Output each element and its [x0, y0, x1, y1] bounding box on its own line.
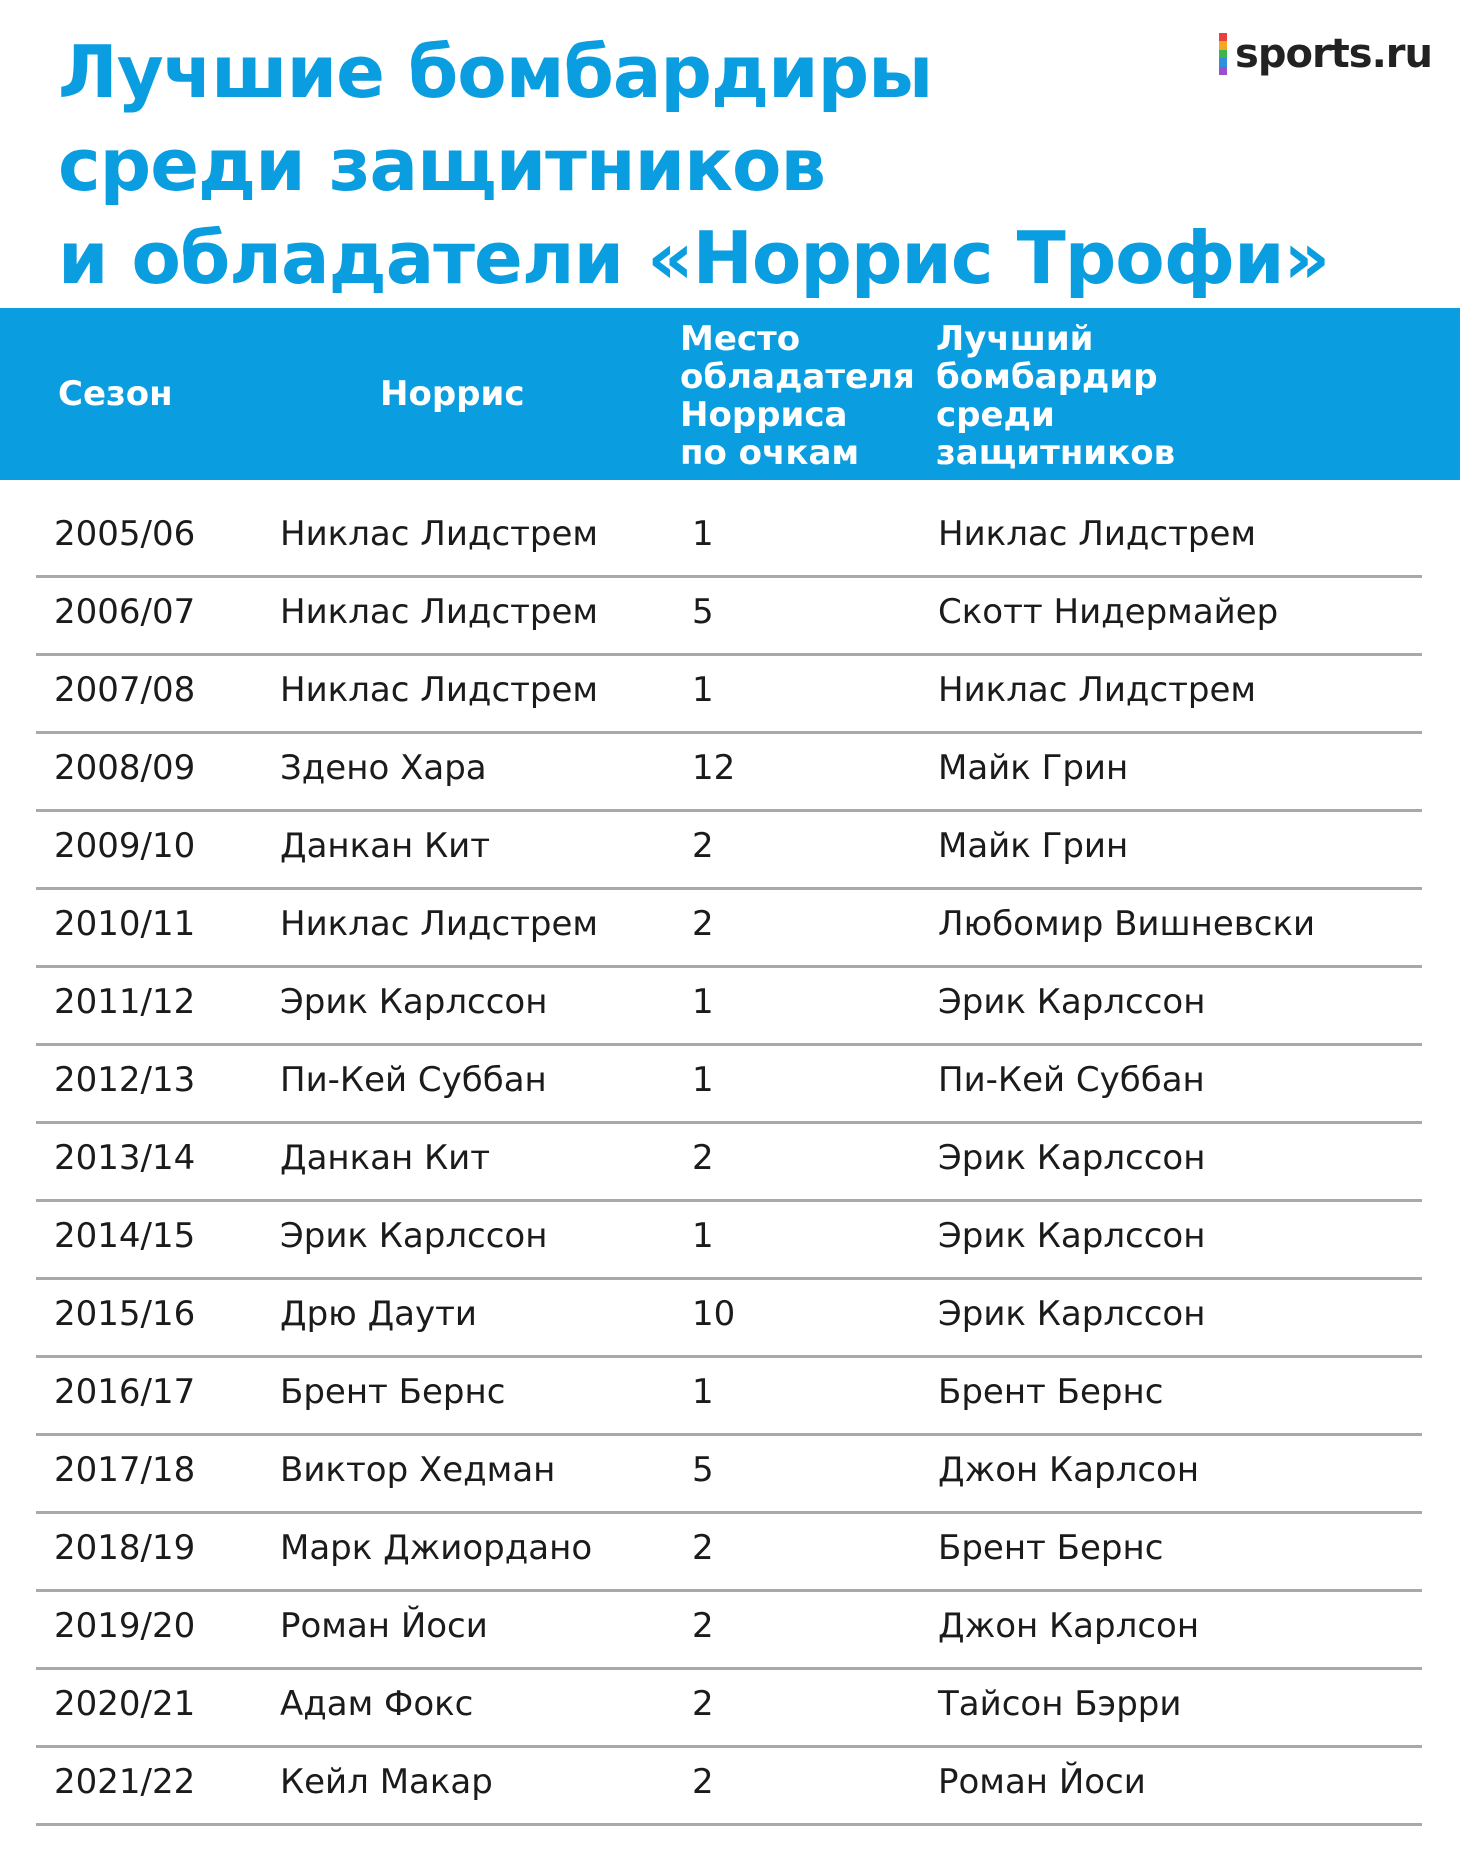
season-cell: 2007/08 [54, 670, 196, 710]
season-cell: 2013/14 [54, 1138, 196, 1178]
norris-winner-cell: Эрик Карлссон [280, 1216, 548, 1256]
norris-winner-cell: Марк Джиордано [280, 1528, 593, 1568]
points-place-cell: 1 [692, 1372, 714, 1412]
sports-ru-logo[interactable] [1219, 30, 1432, 78]
season-cell: 2019/20 [54, 1606, 196, 1646]
logo-bar-segment [1219, 41, 1227, 49]
table-row [36, 968, 1422, 1046]
points-place-cell: 2 [692, 1606, 714, 1646]
norris-winner-cell: Данкан Кит [280, 1138, 491, 1178]
points-place-cell: 2 [692, 826, 714, 866]
best-scorer-cell: Джон Карлсон [938, 1450, 1200, 1490]
points-place-cell: 2 [692, 1528, 714, 1568]
points-place-cell: 10 [692, 1294, 736, 1334]
points-place-cell: 5 [692, 1450, 714, 1490]
best-scorer-cell: Майк Грин [938, 826, 1129, 866]
season-cell: 2021/22 [54, 1762, 196, 1802]
points-place-cell: 2 [692, 1762, 714, 1802]
logo-bar-segment [1219, 33, 1227, 41]
season-cell: 2017/18 [54, 1450, 196, 1490]
norris-winner-cell: Роман Йоси [280, 1606, 488, 1646]
best-scorer-cell: Эрик Карлссон [938, 1216, 1206, 1256]
norris-winner-cell: Кейл Макар [280, 1762, 493, 1802]
points-place-cell: 1 [692, 982, 714, 1022]
table-header [0, 308, 1460, 480]
norris-winner-cell: Никлас Лидстрем [280, 514, 599, 554]
points-place-cell: 2 [692, 1684, 714, 1724]
header-best-line: Лучший [936, 319, 1094, 359]
points-place-cell: 2 [692, 1138, 714, 1178]
table-row [36, 500, 1422, 578]
header-place-line: по очкам [680, 433, 860, 473]
table-row [36, 812, 1422, 890]
best-scorer-cell: Эрик Карлссон [938, 982, 1206, 1022]
best-scorer-cell: Тайсон Бэрри [938, 1684, 1182, 1724]
season-cell: 2016/17 [54, 1372, 196, 1412]
best-scorer-cell: Пи-Кей Суббан [938, 1060, 1205, 1100]
header-best-line: бомбардир [936, 357, 1158, 397]
norris-winner-cell: Никлас Лидстрем [280, 670, 599, 710]
table-row [36, 1358, 1422, 1436]
norris-winner-cell: Никлас Лидстрем [280, 592, 599, 632]
season-cell: 2014/15 [54, 1216, 196, 1256]
norris-winner-cell: Данкан Кит [280, 826, 491, 866]
header-place-line: Место [680, 319, 801, 359]
best-scorer-cell: Брент Бернс [938, 1372, 1164, 1412]
table-row [36, 1124, 1422, 1202]
table-body [36, 500, 1422, 1826]
logo-text: sports.ru [1235, 31, 1432, 77]
season-cell: 2006/07 [54, 592, 196, 632]
logo-bar-segment [1219, 50, 1227, 58]
header-norris-label: Норрис [380, 374, 525, 414]
table-row [36, 1280, 1422, 1358]
table-row [36, 1592, 1422, 1670]
best-scorer-cell: Никлас Лидстрем [938, 514, 1257, 554]
norris-winner-cell: Дрю Даути [280, 1294, 477, 1334]
points-place-cell: 1 [692, 514, 714, 554]
season-cell: 2015/16 [54, 1294, 196, 1334]
table-row [36, 1046, 1422, 1124]
season-cell: 2012/13 [54, 1060, 196, 1100]
logo-bar-segment [1219, 67, 1227, 75]
table-row [36, 1436, 1422, 1514]
season-cell: 2010/11 [54, 904, 196, 944]
points-place-cell: 5 [692, 592, 714, 632]
table-row [36, 890, 1422, 968]
season-cell: 2009/10 [54, 826, 196, 866]
norris-winner-cell: Пи-Кей Суббан [280, 1060, 547, 1100]
best-scorer-cell: Эрик Карлссон [938, 1138, 1206, 1178]
title-line-1: Лучшие бомбардиры [58, 30, 933, 114]
logo-color-bar-icon [1219, 33, 1227, 75]
norris-winner-cell: Виктор Хедман [280, 1450, 556, 1490]
best-scorer-cell: Роман Йоси [938, 1762, 1146, 1802]
title-line-3: и обладатели «Норрис Трофи» [58, 216, 1330, 300]
points-place-cell: 1 [692, 1060, 714, 1100]
header-best-line: защитников [936, 433, 1176, 473]
header-season-label: Сезон [58, 374, 173, 414]
norris-winner-cell: Брент Бернс [280, 1372, 506, 1412]
table-row [36, 1202, 1422, 1280]
header-place-line: Норриса [680, 395, 848, 435]
page-title [58, 26, 1330, 305]
header-norris [380, 375, 524, 413]
best-scorer-cell: Майк Грин [938, 748, 1129, 788]
norris-winner-cell: Никлас Лидстрем [280, 904, 599, 944]
logo-bar-segment [1219, 58, 1227, 66]
season-cell: 2018/19 [54, 1528, 196, 1568]
header-best-scorer [936, 320, 1175, 472]
header-place-line: обладателя [680, 357, 915, 397]
table-row [36, 578, 1422, 656]
header-place [680, 320, 915, 472]
points-place-cell: 1 [692, 1216, 714, 1256]
norris-winner-cell: Адам Фокс [280, 1684, 474, 1724]
points-place-cell: 2 [692, 904, 714, 944]
norris-winner-cell: Здено Хара [280, 748, 487, 788]
norris-winner-cell: Эрик Карлссон [280, 982, 548, 1022]
best-scorer-cell: Никлас Лидстрем [938, 670, 1257, 710]
season-cell: 2008/09 [54, 748, 196, 788]
season-cell: 2020/21 [54, 1684, 196, 1724]
best-scorer-cell: Брент Бернс [938, 1528, 1164, 1568]
header-season [58, 375, 173, 413]
best-scorer-cell: Эрик Карлссон [938, 1294, 1206, 1334]
table-row [36, 1748, 1422, 1826]
table-row [36, 1670, 1422, 1748]
points-place-cell: 12 [692, 748, 736, 788]
header-best-line: среди [936, 395, 1055, 435]
table-row [36, 656, 1422, 734]
best-scorer-cell: Скотт Нидермайер [938, 592, 1279, 632]
best-scorer-cell: Любомир Вишневски [938, 904, 1316, 944]
points-place-cell: 1 [692, 670, 714, 710]
table-row [36, 734, 1422, 812]
title-line-2: среди защитников [58, 123, 825, 207]
best-scorer-cell: Джон Карлсон [938, 1606, 1200, 1646]
season-cell: 2005/06 [54, 514, 196, 554]
season-cell: 2011/12 [54, 982, 196, 1022]
table-row [36, 1514, 1422, 1592]
